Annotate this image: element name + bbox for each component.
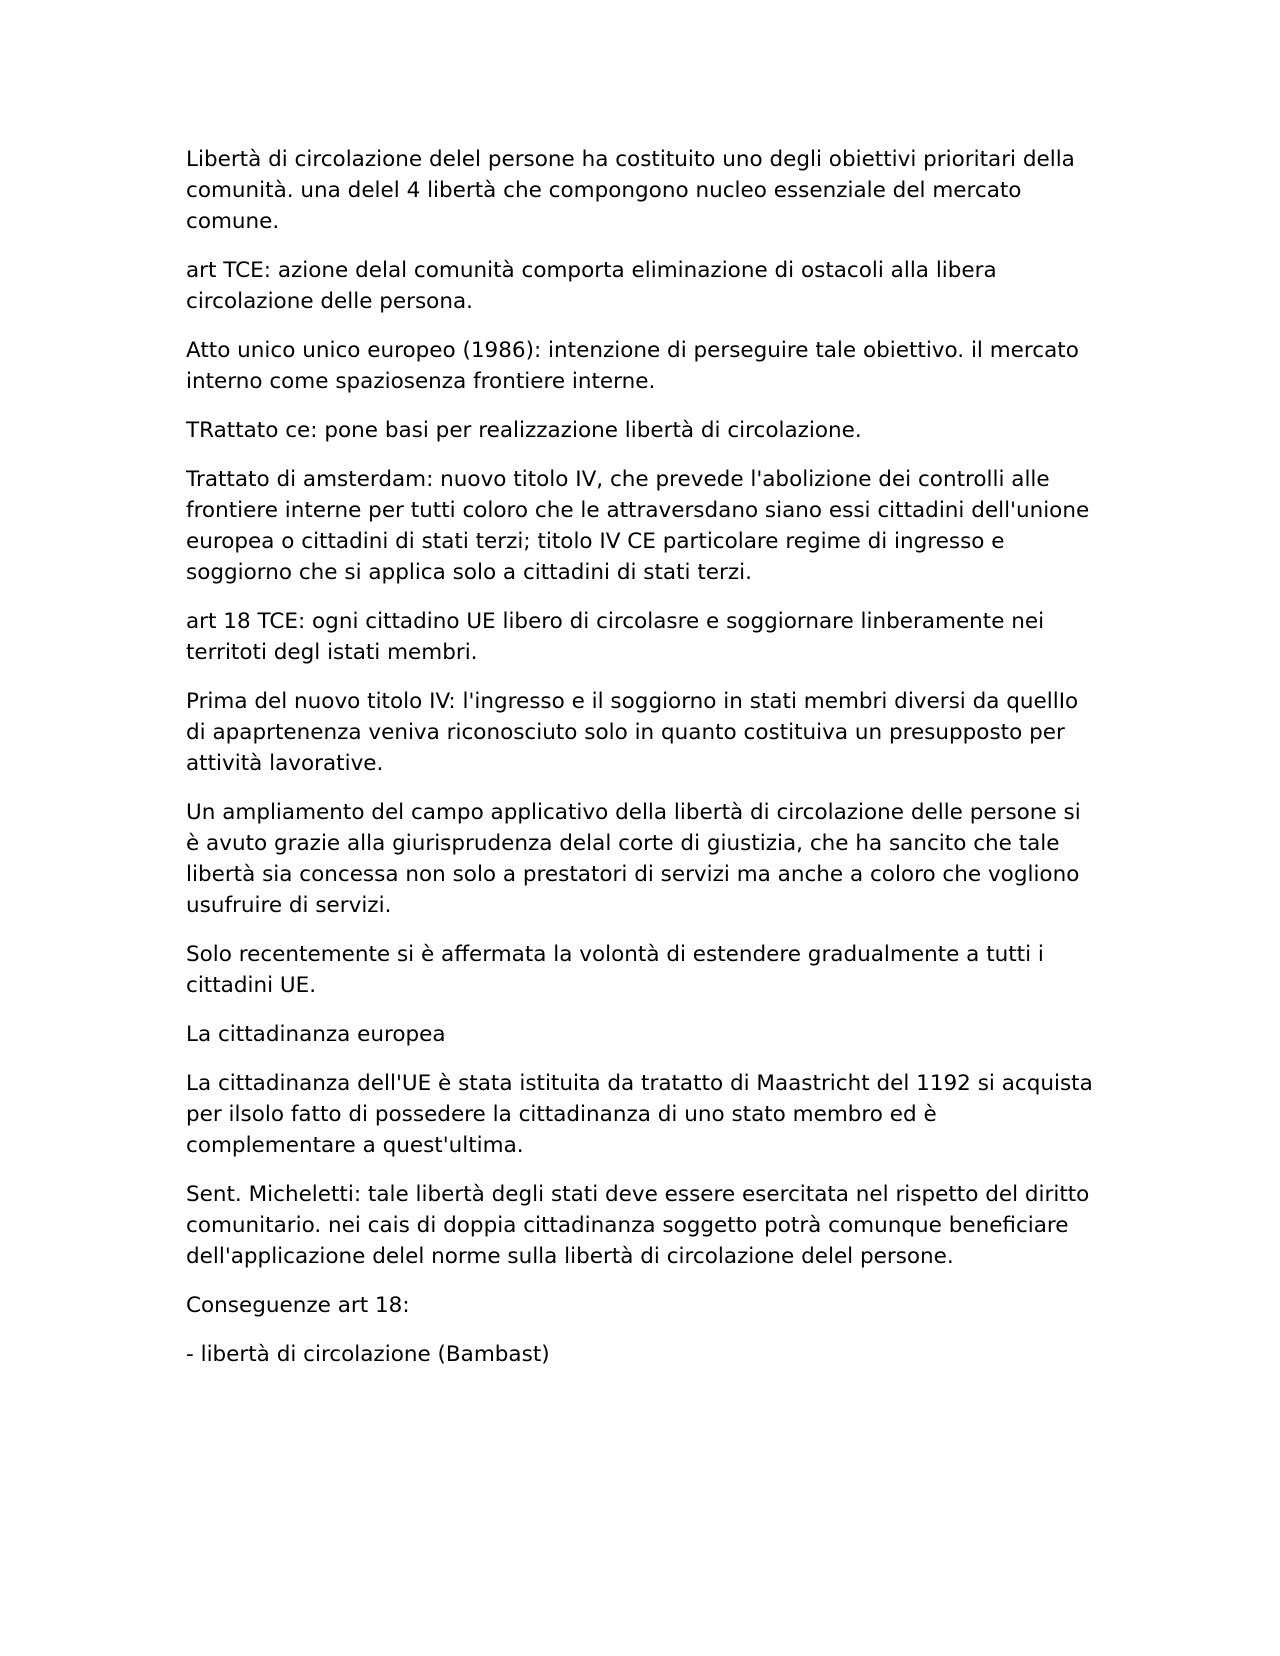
paragraph-art-18: art 18 TCE: ogni cittadino UE libero di circolasre e soggiornare linberamente nei territoti degl istati membri.: [186, 609, 1045, 665]
paragraph-cittadinanza-ue: La cittadinanza dell'UE è stata istituita da tratatto di Maastricht del 1192 si acquista per ilsolo fatto di possedere la cittadinanza di uno stato membro ed è complementare a quest'ultima.: [186, 1071, 1093, 1158]
document-page: [186, 144, 1098, 1388]
paragraph-art-tce: art TCE: azione delal comunità comporta eliminazione di ostacoli alla libera circolazione delle persona.: [186, 258, 997, 314]
paragraph-conseguenze: Conseguenze art 18:: [186, 1293, 410, 1318]
paragraph-trattato-ce: TRattato ce: pone basi per realizzazione libertà di circolazione.: [186, 418, 862, 443]
paragraph-trattato-amsterdam: Trattato di amsterdam: nuovo titolo IV, che prevede l'abolizione dei controlli alle frontiere interne per tutti coloro che le attraversdano siano essi cittadini dell'unione europea o cittadini di stati terzi; titolo IV CE particolare regime di ingresso e soggiorno che si applica solo a cittadini di stati terzi.: [186, 467, 1090, 585]
paragraph-solo-recentemente: Solo recentemente si è affermata la volontà di estendere gradualmente a tutti i cittadini UE.: [186, 942, 1044, 998]
list-item-liberta-circolazione: - libertà di circolazione (Bambast): [186, 1342, 550, 1367]
paragraph-micheletti: Sent. Micheletti: tale libertà degli stati deve essere esercitata nel rispetto del diritto comunitario. nei cais di doppia cittadinanza soggetto potrà comunque beneficiare dell'applicazione delel norme sulla libertà di circolazione delel persone.: [186, 1182, 1090, 1269]
paragraph-intro: Libertà di circolazione delel persone ha costituito uno degli obiettivi prioritari della comunità. una delel 4 libertà che compongono nucleo essenziale del mercato comune.: [186, 147, 1075, 234]
paragraph-ampliamento: Un ampliamento del campo applicativo della libertà di circolazione delle persone si è avuto grazie alla giurisprudenza delal corte di giustizia, che ha sancito che tale libertà sia concessa non solo a prestatori di servizi ma anche a coloro che vogliono usufruire di servizi.: [186, 800, 1081, 918]
section-heading-cittadinanza: La cittadinanza europea: [186, 1022, 446, 1047]
paragraph-atto-unico: Atto unico unico europeo (1986): intenzione di perseguire tale obiettivo. il mercato interno come spaziosenza frontiere interne.: [186, 338, 1079, 394]
paragraph-prima-titolo-iv: Prima del nuovo titolo IV: l'ingresso e il soggiorno in stati membri diversi da quellIo di apaprtenenza veniva riconosciuto solo in quanto costituiva un presupposto per attività lavorative.: [186, 689, 1079, 776]
